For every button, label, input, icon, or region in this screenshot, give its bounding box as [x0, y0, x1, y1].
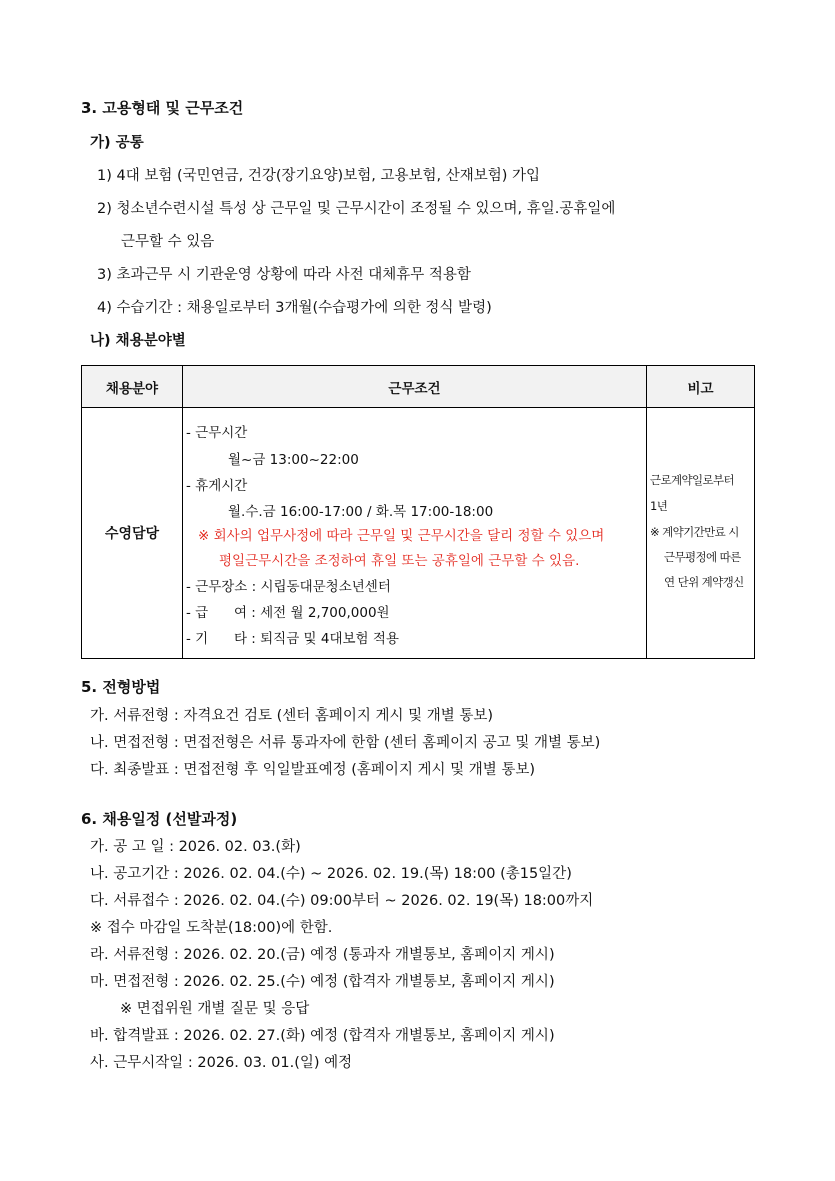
header-conditions: 근무조건 [183, 366, 647, 408]
section-6-title: 6. 채용일정 (선발과정) [81, 810, 238, 828]
schedule-item-1: 가. 공 고 일 : 2026. 02. 03.(화) [90, 839, 301, 855]
schedule-item-2: 나. 공고기간 : 2026. 02. 04.(수) ~ 2026. 02. 19.(목) 18:00 (총15일간) [90, 866, 572, 882]
selection-item-2: 나. 면접전형 : 면접전형은 서류 통과자에 한함 (센터 홈페이지 공고 및 개별 통보) [90, 735, 601, 751]
schedule-item-3: 다. 서류접수 : 2026. 02. 04.(수) 09:00부터 ~ 2026. 02. 19(목) 18:00까지 [90, 893, 594, 909]
subsection-by-field: 나) 채용분야별 [90, 333, 186, 349]
field-cell: 수영담당 [82, 408, 183, 659]
note-line-3: ※ 계약기간만료 시 [650, 525, 739, 539]
table-row [82, 408, 755, 659]
common-item-1: 1) 4대 보험 (국민연금, 건강(장기요양)보험, 고용보험, 산재보험) 가입 [97, 168, 540, 184]
condition-location: - 근무장소 : 시립동대문청소년센터 [186, 579, 391, 595]
condition-break-time-value: 월.수.금 16:00-17:00 / 화.목 17:00-18:00 [228, 504, 494, 520]
header-field: 채용분야 [82, 366, 183, 408]
common-item-3: 3) 초과근무 시 기관운영 상황에 따라 사전 대체휴무 적용함 [97, 267, 471, 283]
notes-cell [647, 408, 755, 659]
common-item-2-cont: 근무할 수 있음 [121, 234, 215, 250]
header-notes: 비고 [647, 366, 755, 408]
conditions-cell [183, 408, 647, 659]
note-line-2: 1년 [650, 499, 668, 513]
common-item-4: 4) 수습기간 : 채용일로부터 3개월(수습평가에 의한 정식 발령) [97, 300, 492, 316]
condition-work-hours-value: 월~금 13:00~22:00 [228, 452, 359, 468]
condition-notice-line-2: 평일근무시간을 조정하여 휴일 또는 공휴일에 근무할 수 있음. [219, 553, 580, 569]
note-line-5: 연 단위 계약갱신 [664, 575, 744, 589]
schedule-note-2: ※ 면접위원 개별 질문 및 응답 [120, 1001, 310, 1017]
schedule-item-4: 라. 서류전형 : 2026. 02. 20.(금) 예정 (통과자 개별통보, 홈페이지 게시) [90, 947, 555, 963]
selection-item-1: 가. 서류전형 : 자격요건 검토 (센터 홈페이지 게시 및 개별 통보) [90, 708, 494, 724]
recruitment-table [81, 365, 755, 659]
section-3-title: 3. 고용형태 및 근무조건 [81, 99, 244, 117]
table-header-row [82, 366, 755, 408]
selection-item-3: 다. 최종발표 : 면접전형 후 익일발표예정 (홈페이지 게시 및 개별 통보) [90, 762, 536, 778]
subsection-common: 가) 공통 [90, 135, 144, 151]
condition-salary: - 급 여 : 세전 월 2,700,000원 [186, 605, 390, 621]
condition-break-time: - 휴게시간 [186, 478, 248, 494]
schedule-item-7: 사. 근무시작일 : 2026. 03. 01.(일) 예정 [90, 1055, 353, 1071]
condition-others: - 기 타 : 퇴직금 및 4대보험 적용 [186, 631, 399, 647]
section-5-title: 5. 전형방법 [81, 678, 161, 696]
note-line-4: 근무평정에 따른 [664, 550, 741, 564]
note-line-1: 근로계약일로부터 [650, 473, 735, 487]
condition-notice-line-1: ※ 회사의 업무사정에 따라 근무일 및 근무시간을 달리 정할 수 있으며 [198, 528, 605, 544]
schedule-item-5: 마. 면접전형 : 2026. 02. 25.(수) 예정 (합격자 개별통보, 홈페이지 게시) [90, 974, 555, 990]
common-item-2: 2) 청소년수련시설 특성 상 근무일 및 근무시간이 조정될 수 있으며, 휴일.공휴일에 [97, 201, 616, 217]
schedule-item-6: 바. 합격발표 : 2026. 02. 27.(화) 예정 (합격자 개별통보, 홈페이지 게시) [90, 1028, 555, 1044]
condition-work-hours: - 근무시간 [186, 425, 248, 441]
schedule-note-1: ※ 접수 마감일 도착분(18:00)에 한함. [90, 920, 333, 936]
